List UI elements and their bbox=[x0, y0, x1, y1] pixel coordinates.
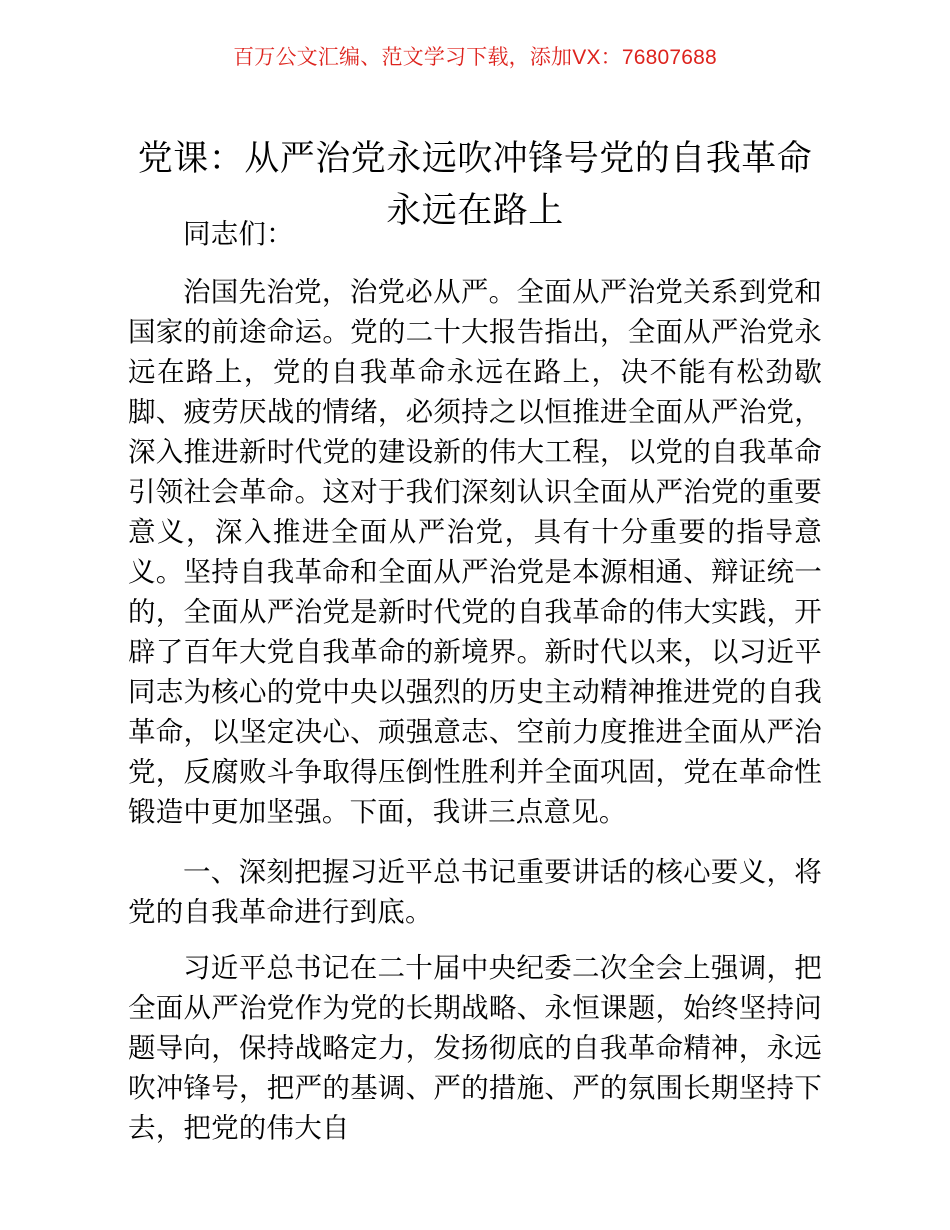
paragraph-intro: 治国先治党，治党必从严。全面从严治党关系到党和国家的前途命运。党的二十大报告指出，全面从严治党永远在路上，党的自我革命永远在路上，决不能有松劲歇脚、疲劳厌战的情绪，必须持之以恒推进全面从严治党，深入推进新时代党的建设新的伟大工程，以党的自我革命引领社会革命。这对于我们深刻认识全面从严治党的重要意义，深入推进全面从严治党，具有十分重要的指导意义。坚持自我革命和全面从严治党是本源相通、辩证统一的，全面从严治党是新时代党的自我革命的伟大实践，开辟了百年大党自我革命的新境界。新时代以来，以习近平同志为核心的党中央以强烈的历史主动精神推进党的自我革命，以坚定决心、顽强意志、空前力度推进全面从严治党，反腐败斗争取得压倒性胜利并全面巩固，党在革命性锻造中更加坚强。下面，我讲三点意见。 bbox=[128, 276, 822, 827]
paragraph-section-one-body: 习近平总书记在二十届中央纪委二次全会上强调，把全面从严治党作为党的长期战略、永恒课题，始终坚持问题导向，保持战略定力，发扬彻底的自我革命精神，永远吹冲锋号，把严的基调、严的措施、严的氛围长期坚持下去，把党的伟大自 bbox=[128, 952, 822, 1143]
promo-header-text: 百万公文汇编、范文学习下载，添加VX：76807688 bbox=[233, 46, 717, 69]
document-body bbox=[128, 214, 822, 1148]
document-title: 党课：从严治党永远吹冲锋号党的自我革命永远在路上 bbox=[137, 139, 813, 231]
salutation: 同志们： bbox=[183, 218, 294, 249]
section-heading-one: 一、深刻把握习近平总书记重要讲话的核心要义，将党的自我革命进行到底。 bbox=[128, 856, 822, 927]
